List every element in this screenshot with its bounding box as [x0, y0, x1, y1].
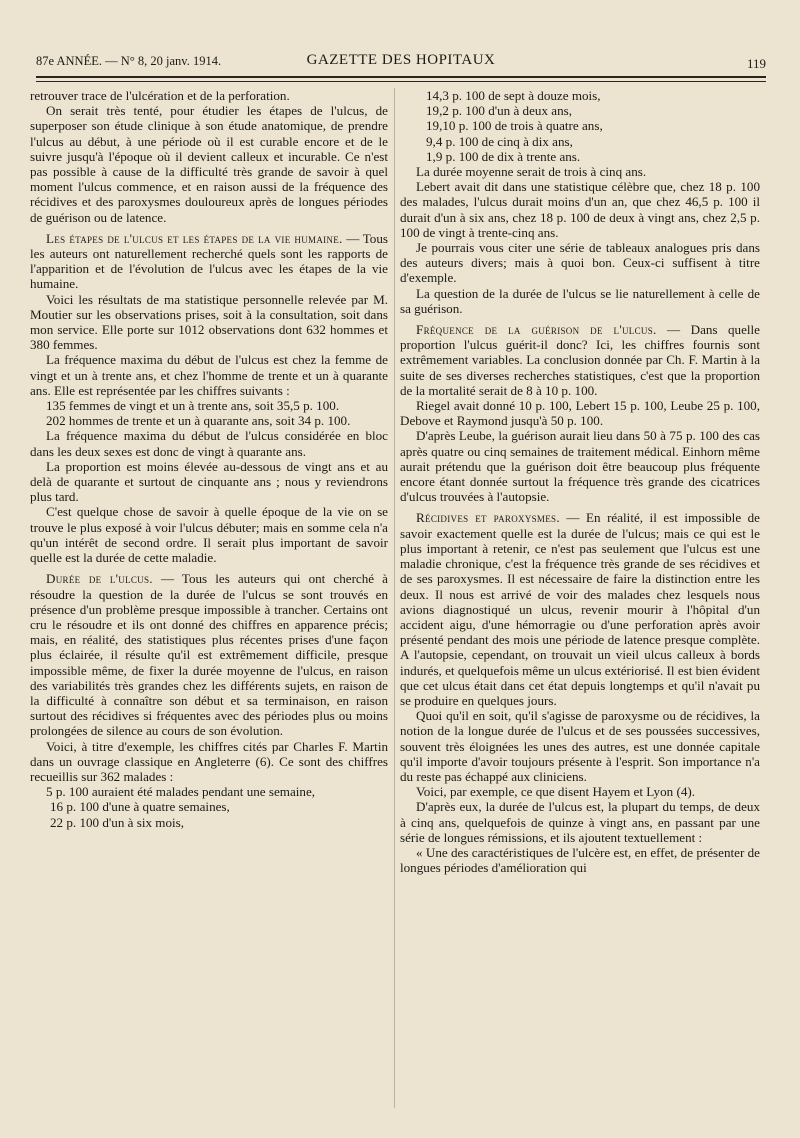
paragraph-text: La question de la durée de l'ulcus se lie naturellement à celle de sa guérison.: [400, 285, 760, 316]
paragraph-text: 22 p. 100 d'un à six mois,: [50, 814, 185, 830]
paragraph-text: 1,9 p. 100 de dix à trente ans.: [426, 148, 581, 164]
paragraph: [30, 413, 388, 428]
paragraph: [400, 398, 760, 428]
paragraph: [30, 428, 388, 458]
paragraph: [400, 240, 760, 286]
section-heading: Durée de l'ulcus.: [46, 571, 153, 587]
header-rule-thin: [36, 81, 766, 82]
paragraph-text: Lebert avait dit dans une statistique célèbre que, chez 18 p. 100 des malades, l'ulcus durait moins d'un an, que chez 46,5 p. 100 il durait d'un à six ans, chez 18 p. 100 de deux à vingt ans, chez 2,5 p. 100 de vingt à trente-cinq ans.: [400, 179, 760, 240]
paragraph: [400, 134, 760, 149]
paragraph-text: C'est quelque chose de savoir à quelle époque de la vie on se trouve le plus exposé à voir l'ulcus débuter; mais en somme cela n'a qu'un intérêt de second ordre. Il serait plus important de savoir quelle est la durée de cette maladie.: [30, 504, 388, 566]
paragraph-text: retrouver trace de l'ulcération et de la perforation.: [30, 88, 290, 103]
paragraph-text: 9,4 p. 100 de cinq à dix ans,: [426, 133, 573, 149]
paragraph: [30, 571, 388, 738]
paragraph-text: La fréquence maxima du début de l'ulcus est chez la femme de vingt et un à trente ans, et chez l'homme de trente et un à quarante ans. Elle est représentée par les chiffres suivants :: [30, 352, 388, 398]
page-number: 119: [746, 56, 766, 71]
paragraph: [30, 504, 388, 565]
paragraph: [400, 103, 760, 118]
paragraph-text: Je pourrais vous citer une série de tableaux analogues pris dans des auteurs divers; mais à quoi bon. Ceux-ci suffisent à titre d'exemple.: [400, 240, 760, 286]
paragraph-text: D'après Leube, la guérison aurait lieu dans 50 à 75 p. 100 des cas après quatre ou cinq semaines de traitement médical. Einhorn même aurait prétendu que la guérison doit être beaucoup plus fréquente encore étant donnée surtout la fréquence très grande des cicatrices d'ulcus trouvées à l'autopsie.: [400, 428, 760, 505]
left-column: [30, 88, 388, 830]
paragraph-text: « Une des caractéristiques de l'ulcère est, en effet, de présenter de longues périodes d'amélioration qui: [400, 844, 760, 876]
paragraph: [30, 799, 388, 814]
issue-info: 87e ANNÉE. — N° 8, 20 janv. 1914.: [36, 54, 222, 68]
paragraph: [30, 292, 388, 353]
paragraph: [30, 739, 388, 785]
paragraph-text: — Dans quelle proportion l'ulcus guérit-il donc? Ici, les chiffres fournis sont extrêmement variables. La conclusion donnée par Ch. F. Martin à la suite de ses diverses recherches statistiques, c'est que la proportion de la mortalité serait de 8 à 10 p. 100.: [400, 322, 760, 398]
paragraph: [30, 103, 388, 225]
paragraph-text: 19,2 p. 100 d'un à deux ans,: [426, 103, 573, 119]
column-divider: [394, 88, 395, 1108]
right-column: [400, 88, 760, 875]
running-header: [36, 52, 766, 74]
section-heading: Les étapes de l'ulcus et les étapes de la vie humaine.: [46, 230, 343, 246]
paragraph: [400, 322, 760, 398]
paragraph-text: La durée moyenne serait de trois à cinq ans.: [416, 164, 647, 180]
section-heading: Fréquence de la guérison de l'ulcus.: [416, 322, 657, 338]
paragraph: [30, 231, 388, 292]
paragraph-text: 5 p. 100 auraient été malades pendant une semaine,: [46, 784, 316, 800]
paragraph: [400, 784, 760, 799]
paragraph: [400, 164, 760, 179]
paragraph: [400, 799, 760, 845]
paragraph-text: 16 p. 100 d'une à quatre semaines,: [50, 799, 230, 815]
paragraph: [400, 708, 760, 784]
paragraph-text: On serait très tenté, pour étudier les étapes de l'ulcus, de superposer son étude clinique à son étude anatomique, de prendre l'ulcus au début, à une période où il est curable encore et de le suivre jusqu'à l'époque où il devient calleux et incurable. Ce n'est pas possible à cause de la difficulté très grande de savoir à quel moment l'ulcus commence, et en raison aussi de la fréquence des récidives et des paroxysmes douloureux après de longues périodes de guérison ou de latence.: [30, 103, 388, 225]
paragraph: [30, 352, 388, 398]
journal-title: GAZETTE DES HOPITAUX: [306, 52, 496, 68]
paragraph: [400, 428, 760, 504]
paragraph: [400, 88, 760, 103]
header-rule: [36, 76, 766, 78]
paragraph: [30, 398, 388, 413]
paragraph: [400, 179, 760, 240]
section-heading: Récidives et paroxysmes.: [416, 510, 560, 526]
paragraph-text: Voici, à titre d'exemple, les chiffres cités par Charles F. Martin dans un ouvrage classique en Angleterre (6). Ce sont des chiffres recueillis sur 362 malades :: [30, 738, 388, 784]
paragraph-text: 135 femmes de vingt et un à trente ans, soit 35,5 p. 100.: [46, 398, 340, 414]
paragraph-text: Voici, par exemple, ce que disent Hayem et Lyon (4).: [416, 784, 696, 800]
paragraph-text: Voici les résultats de ma statistique personnelle relevée par M. Moutier sur les observations prises, soit à la consultation, soit dans mon service. Elle porte sur 1012 observations dont 632 hommes et 380 femmes.: [30, 291, 388, 353]
paragraph-text: — Tous les auteurs qui ont cherché à résoudre la question de la durée de l'ulcus se sont trouvés en présence d'un problème presque impossible à trancher. Certains ont cru le résoudre et ils ont donné des chiffres en apparence précis; mais, en réalité, des statistiques plus récentes prises d'une façon plus éclairée, il résulte qu'il est extrêmement difficile, presque impossible même, de fixer la durée moyenne de l'ulcus, en raison des variabilités très grandes chez les différents sujets, en raison de la difficulté à connaître son début et sa terminaison, en raison surtout des récidives si fréquentes avec des périodes plus ou moins prolongées de silence au cours de son évolution.: [30, 571, 388, 739]
paragraph: [30, 784, 388, 799]
paragraph: [400, 118, 760, 133]
paragraph-text: Riegel avait donné 10 p. 100, Lebert 15 p. 100, Leube 25 p. 100, Debove et Raymond jusqu'à 50 p. 100.: [400, 398, 760, 429]
paragraph-text: 19,10 p. 100 de trois à quatre ans,: [426, 118, 603, 134]
paragraph: [400, 286, 760, 316]
paragraph: [30, 459, 388, 505]
paragraph-text: D'après eux, la durée de l'ulcus est, la plupart du temps, de deux à cinq ans, quelquefois de quinze à vingt ans, en passant par une série de longues rémissions, et ils ajoutent textuellement :: [400, 799, 760, 845]
paragraph: [400, 149, 760, 164]
paragraph: [400, 845, 760, 875]
paragraph: [30, 815, 388, 830]
paragraph-text: — Tous les auteurs ont naturellement recherché quels sont les rapports de l'apparition et de l'évolution de l'ulcus avec les étapes de la vie humaine.: [30, 230, 388, 292]
paragraph: [400, 510, 760, 708]
paragraph-text: — En réalité, il est impossible de savoir exactement quelle est la durée de l'ulcus; mais ce qui est le plus important à retenir, ce n'est pas seulement que l'ulcus est une maladie chronique, c'est la fréquence très grande de ses récidives et de ses paroxysmes. Il est nécessaire de faire la distinction entre les deux. Il nous est arrivé de voir des malades chez lesquels nous avions diagnostiqué un ulcus, revenir mourir à l'hôpital d'un accident aigu, d'une hémorragie ou d'une perforation après avoir présenté pendant des mois une période de latence presque complète. A l'autopsie, cependant, on trouvait un vieil ulcus calleux à bords indurés, et quelquefois même un ulcus extériorisé. Il est bien évident que cet ulcus était dans cet état depuis longtemps et qu'il n'avait pu se produire en quelques jours.: [400, 510, 760, 708]
paragraph-text: 202 hommes de trente et un à quarante ans, soit 34 p. 100.: [46, 413, 351, 429]
paragraph-text: La fréquence maxima du début de l'ulcus considérée en bloc dans les deux sexes est donc de vingt à quarante ans.: [30, 428, 388, 459]
paragraph-text: La proportion est moins élevée au-dessous de vingt ans et au delà de quarante et surtout de cinquante ans ; nous y reviendrons plus tard.: [30, 458, 388, 505]
paragraph: [30, 88, 388, 103]
paragraph-text: Quoi qu'il en soit, qu'il s'agisse de paroxysme ou de récidives, la notion de la longue durée de l'ulcus et de ses poussées successives, souvent très éloignées les unes des autres, est une donnée capitale qu'il importe d'avoir toujours présente à l'esprit. Son importance n'a du reste pas échappé aux cliniciens.: [400, 708, 760, 784]
paragraph-text: 14,3 p. 100 de sept à douze mois,: [426, 88, 601, 103]
